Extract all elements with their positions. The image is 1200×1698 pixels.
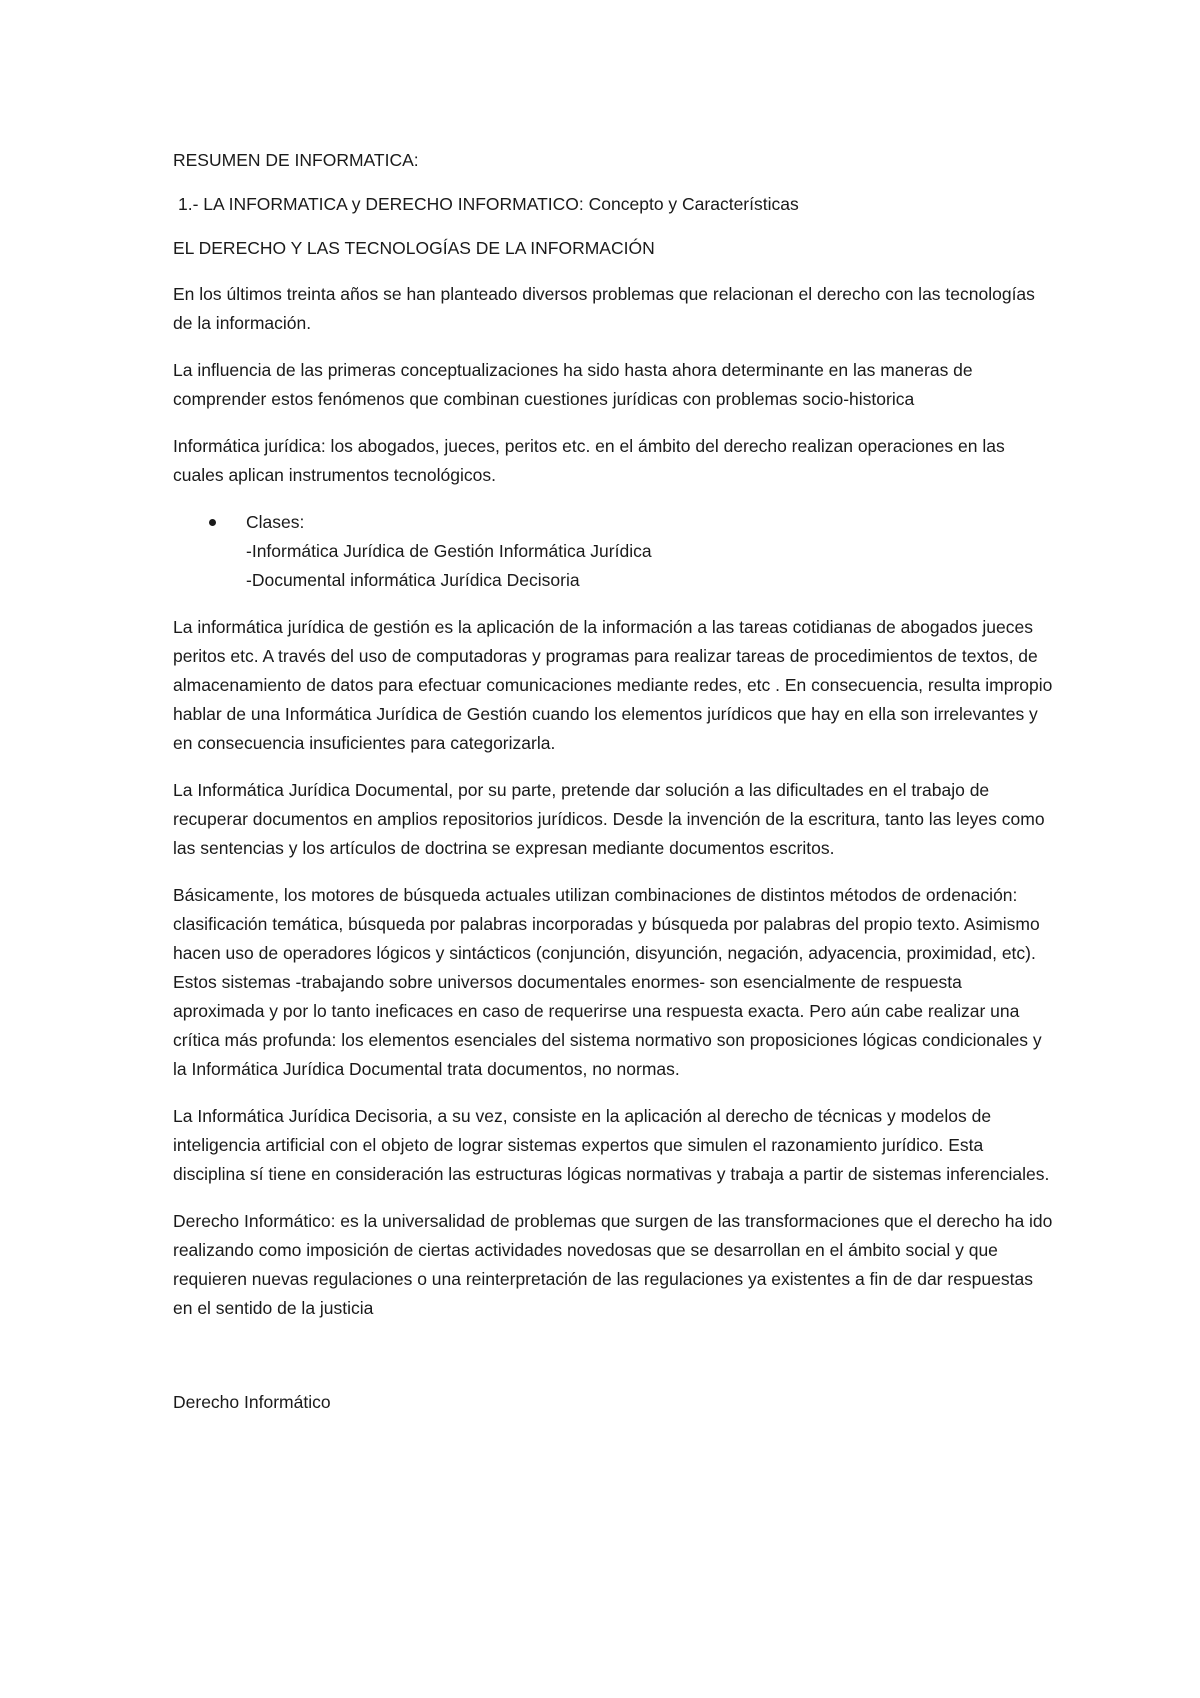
paragraph-3: Informática jurídica: los abogados, jueces, peritos etc. en el ámbito del derecho realizan operaciones en las cuales aplican instrumentos tecnológicos. bbox=[173, 436, 1005, 485]
subheading: EL DERECHO Y LAS TECNOLOGÍAS DE LA INFORMACIÓN bbox=[173, 238, 655, 258]
paragraph-6: Básicamente, los motores de búsqueda actuales utilizan combinaciones de distintos métodos de ordenación: clasificación temática, búsqueda por palabras incorporadas y búsqueda por palabras del propio texto. Asimismo hacen uso de operadores lógicos y sintácticos (conjunción, disyunción, negación, adyacencia, proximidad, etc). Estos sistemas -trabajando sobre universos documentales enormes- son esencialmente de respuesta aproximada y por lo tanto ineficaces en caso de requerirse una respuesta exacta. Pero aún cabe realizar una crítica más profunda: los elementos esenciales del sistema normativo son proposiciones lógicas condicionales y la Informática Jurídica Documental trata documentos, no normas. bbox=[173, 885, 1042, 1079]
section-heading-1: 1.- LA INFORMATICA y DERECHO INFORMATICO: Concepto y Características bbox=[178, 194, 799, 214]
bullet-label: Clases: bbox=[246, 512, 305, 532]
paragraph-7: La Informática Jurídica Decisoria, a su vez, consiste en la aplicación al derecho de técnicas y modelos de inteligencia artificial con el objeto de lograr sistemas expertos que simulen el razonamiento jurídico. Esta disciplina sí tiene en consideración las estructuras lógicas normativas y trabaja a partir de sistemas inferenciales. bbox=[173, 1106, 1050, 1184]
paragraph-8: Derecho Informático: es la universalidad de problemas que surgen de las transformaciones que el derecho ha ido realizando como imposición de ciertas actividades novedosas que se desarrollan en el ámbito social y que requieren nuevas regulaciones o una reinterpretación de las regulaciones ya existentes a fin de dar respuestas en el sentido de la justicia bbox=[173, 1211, 1053, 1318]
bullet-line-2: -Documental informática Jurídica Decisoria bbox=[246, 570, 580, 590]
paragraph-5: La Informática Jurídica Documental, por su parte, pretende dar solución a las dificultades en el trabajo de recuperar documentos en amplios repositorios jurídicos. Desde la invención de la escritura, tanto las leyes como las sentencias y los artículos de doctrina se expresan mediante documentos escritos. bbox=[173, 780, 1045, 858]
bullet-line-1: -Informática Jurídica de Gestión Informática Jurídica bbox=[246, 541, 652, 561]
paragraph-2: La influencia de las primeras conceptualizaciones ha sido hasta ahora determinante en las maneras de comprender estos fenómenos que combinan cuestiones jurídicas con problemas socio-historica bbox=[173, 360, 973, 409]
paragraph-4: La informática jurídica de gestión es la aplicación de la información a las tareas cotidianas de abogados jueces peritos etc. A través del uso de computadoras y programas para realizar tareas de procedimientos de textos, de almacenamiento de datos para efectuar comunicaciones mediante redes, etc . En consecuencia, resulta impropio hablar de una Informática Jurídica de Gestión cuando los elementos jurídicos que hay en ella son irrelevantes y en consecuencia insuficientes para categorizarla. bbox=[173, 617, 1053, 753]
bullet-list-item bbox=[173, 508, 1053, 595]
document-title: RESUMEN DE INFORMATICA: bbox=[173, 150, 419, 170]
blank-line bbox=[173, 1341, 1053, 1388]
document-body bbox=[173, 146, 1053, 1435]
paragraph-1: En los últimos treinta años se han planteado diversos problemas que relacionan el derecho con las tecnologías de la información. bbox=[173, 284, 1035, 333]
bullet-icon bbox=[209, 519, 216, 526]
footer-heading: Derecho Informático bbox=[173, 1392, 331, 1412]
